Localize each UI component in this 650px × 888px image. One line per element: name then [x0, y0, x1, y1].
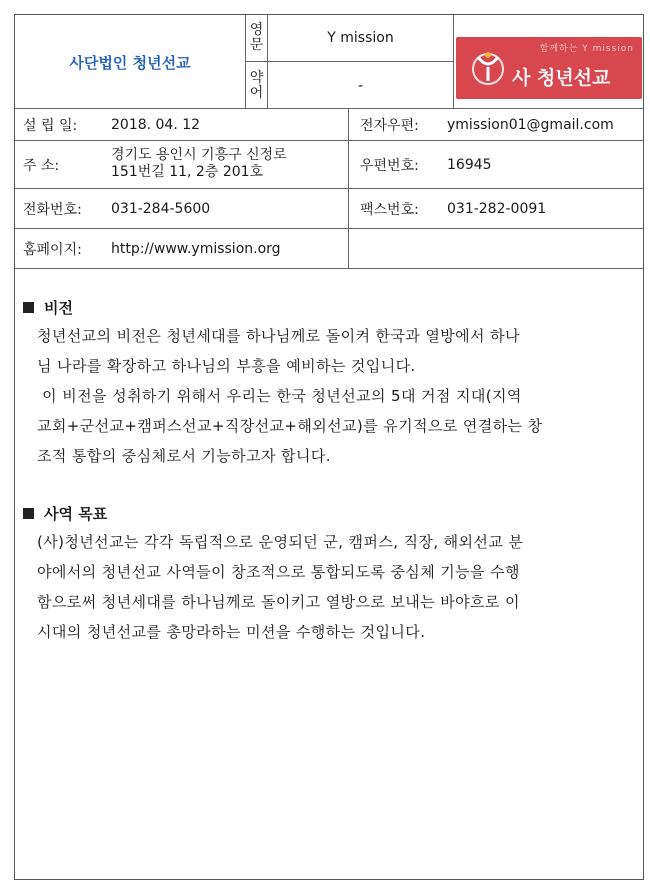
text-line: 청년선교의 비전은 청년세대를 하나님께로 돌이켜 한국과 열방에서 하나: [37, 327, 520, 345]
goal-paragraph: [37, 527, 633, 647]
address-line-1: 경기도 용인시 기흥구 신정로: [111, 147, 287, 163]
vision-heading: [23, 297, 73, 318]
text-line: 시대의 청년선교를 총망라하는 미션을 수행하는 것입니다.: [37, 623, 426, 641]
y-mission-logo-icon: [468, 47, 508, 87]
text-line: (사)청년선교는 각각 독립적으로 운영되던 군, 캠퍼스, 직장, 해외선교 분: [37, 533, 524, 551]
vision-title: 비전: [44, 299, 73, 317]
english-name-label: 영 문: [246, 15, 267, 62]
goal-heading: [23, 503, 107, 524]
phone-label: 전화번호:: [23, 201, 82, 218]
address-label: 주 소:: [23, 157, 60, 174]
english-name-value: Y mission: [268, 15, 454, 62]
email-value: ymission01@gmail.com: [447, 116, 614, 133]
postal-value: 16945: [447, 156, 492, 173]
text-line: 이 비전을 성취하기 위해서 우리는 한국 청년선교의 5대 거점 지대(지역: [37, 387, 522, 405]
text-line: 조적 통합의 중심체로서 기능하고자 합니다.: [37, 447, 331, 465]
org-name: 사단법인 청년선교: [15, 15, 246, 109]
label-column: [246, 15, 268, 109]
goal-title: 사역 목표: [44, 505, 108, 523]
text-line: 교회+군선교+캠퍼스선교+직장선교+해외선교)를 유기적으로 연결하는 창: [37, 417, 543, 435]
phone-value: 031-284-5600: [111, 200, 211, 217]
founded-label: 설 립 일:: [23, 117, 78, 134]
info-row-phone: [15, 189, 643, 229]
header-table: [15, 15, 643, 109]
abbreviation-value: -: [268, 62, 454, 109]
postal-label: 우편번호:: [360, 157, 419, 174]
vision-paragraph-2: [37, 381, 633, 471]
founded-value: 2018. 04. 12: [111, 116, 201, 133]
info-row-founded: [15, 109, 643, 141]
logo-tagline: 함께하는 Y mission: [539, 44, 634, 54]
logo-text: 사 청년선교: [512, 67, 611, 89]
text-line: 야에서의 청년선교 사역들이 창조적으로 통합되도록 중심체 기능을 수행: [37, 563, 520, 581]
homepage-label: 홈페이지:: [23, 241, 82, 258]
square-bullet-icon: [23, 302, 34, 313]
address-value: [111, 141, 287, 188]
info-row-address: [15, 141, 643, 189]
document-page: [14, 14, 644, 880]
fax-value: 031-282-0091: [447, 200, 547, 217]
text-line: 함으로써 청년세대를 하나님께로 돌이키고 열방으로 보내는 바야흐로 이: [37, 593, 520, 611]
address-line-2: 151번길 11, 2층 201호: [111, 164, 264, 180]
email-label: 전자우편:: [360, 117, 419, 134]
org-logo: [456, 37, 642, 99]
text-line: 님 나라를 확장하고 하나님의 부흥을 예비하는 것입니다.: [37, 357, 416, 375]
vision-paragraph-1: [37, 321, 633, 381]
fax-label: 팩스번호:: [360, 201, 419, 218]
square-bullet-icon: [23, 508, 34, 519]
info-row-homepage: [15, 229, 643, 269]
abbreviation-label: 약 어: [249, 69, 264, 101]
homepage-value: http://www.ymission.org: [111, 240, 281, 257]
